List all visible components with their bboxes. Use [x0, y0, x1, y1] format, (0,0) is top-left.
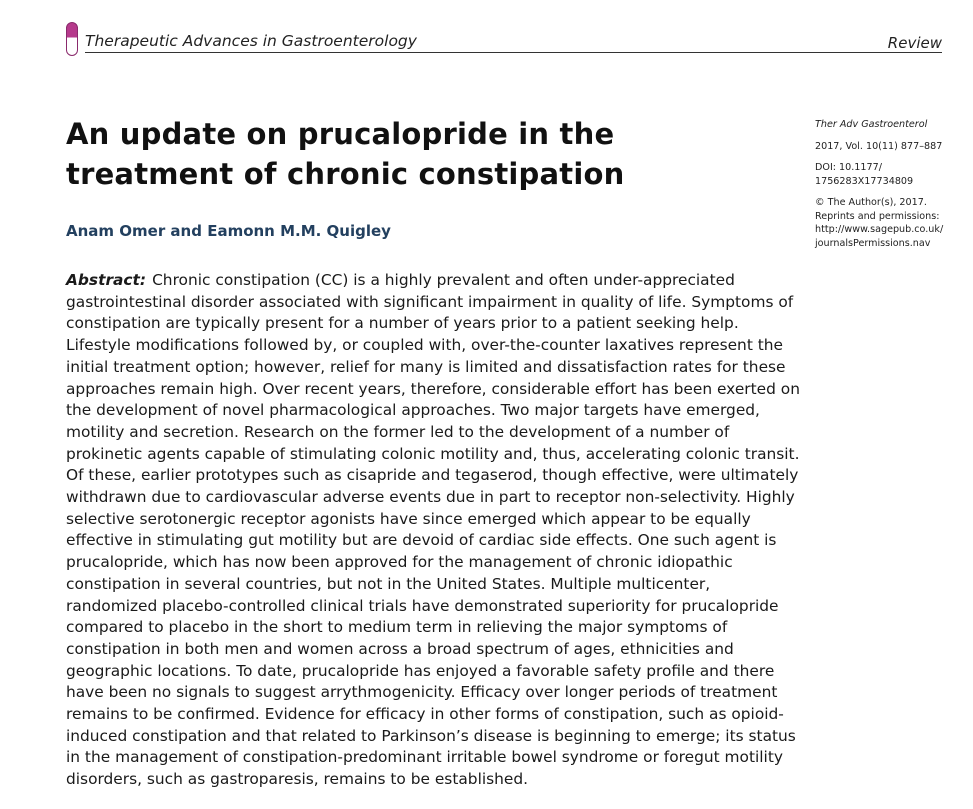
abstract-label: Abstract: [66, 271, 147, 289]
permissions-path[interactable]: journalsPermissions.nav [815, 237, 931, 249]
abstract-text: Chronic constipation (CC) is a highly prevalent and often under-appreciated gastrointestinal disorder associated with significant impairment in quality of life. Symptoms of constipation are typically present for a number of years prior to a patient seeking help. Lifestyle modifications followed by, or coupled with, over-the-counter laxatives represent the initial treatment option; however, relief for many is limited and dissatisfaction rates for these approaches remain high. Over recent years, therefore, considerable effort has been exerted on the development of novel pharmacological approaches. Two major targets have emerged, motility and secretion. Research on the former led to the development of a number of prokinetic agents capable of stimulating colonic motility and, thus, accelerating colonic transit. Of these, earlier prototypes such as cisapride and tegaserod, though effective, were ultimately withdrawn due to cardiovascular adverse events due in part to receptor non-selectivity. Highly selective serotonergic receptor agonists have since emerged which appear to be equally effective in stimulating gut motility but are devoid of cardiac side effects. One such agent is prucalopride, which has now been approved for the management of chronic idiopathic constipation in several countries, but not in the United States. Multiple multicenter, randomized placebo-controlled clinical trials have demonstrated superiority for prucalopride compared to placebo in the short to medium term in relieving the major symptoms of constipation in both men and women across a broad spectrum of ages, ethnicities and geographic locations. To date, prucalopride has enjoyed a favorable safety profile and there have been no signals to suggest arrythmogenicity. Efficacy over longer periods of treatment remains to be confirmed. Evidence for efficacy in other forms of constipation, such as opioid-induced constipation and that related to Parkinson’s disease is beginning to emerge; its status in the management of constipation-predominant irritable bowel syndrome or foregut motility disorders, such as gastroparesis, remains to be established. [66, 271, 800, 789]
journal-name: Therapeutic Advances in Gastroenterology [85, 32, 417, 50]
header-divider [85, 52, 942, 53]
citation-sidebar [815, 118, 965, 250]
reprints-label: Reprints and permissions: [815, 210, 940, 222]
journal-abbreviation: Ther Adv Gastroenterol [815, 119, 928, 130]
abstract [66, 270, 806, 791]
copyright: © The Author(s), 2017. [815, 197, 927, 208]
article-title: An update on prucalopride in the treatment of chronic constipation [66, 117, 625, 191]
doi-label[interactable]: DOI: 10.1177/ [815, 162, 882, 173]
journal-logo-icon [66, 22, 78, 56]
article-type: Review [887, 34, 942, 52]
permissions-link[interactable]: http://www.sagepub.co.uk/ [815, 224, 944, 235]
doi-value[interactable]: 1756283X17734809 [815, 175, 914, 187]
journal-header [66, 22, 942, 54]
volume-info: 2017, Vol. 10(11) 877–887 [815, 140, 943, 152]
article-authors: Anam Omer and Eamonn M.M. Quigley [66, 222, 391, 240]
